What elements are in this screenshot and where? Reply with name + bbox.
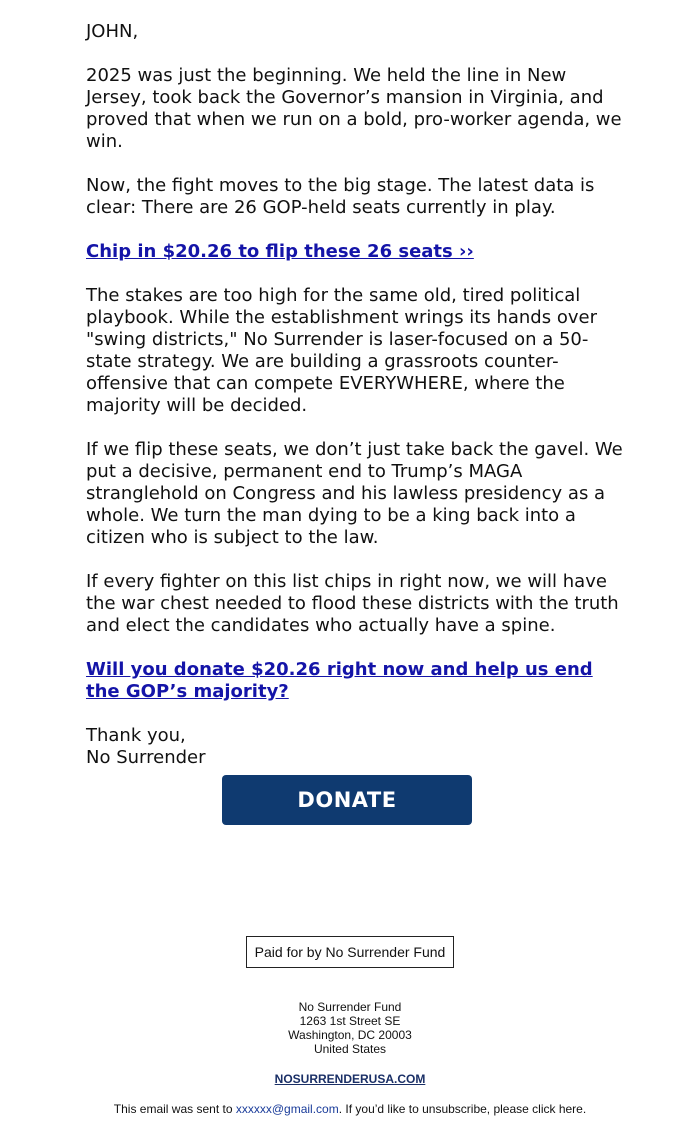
donate-link-container <box>86 659 626 703</box>
email-body <box>86 0 626 769</box>
website-link-container <box>0 1072 700 1086</box>
paid-for-text: Paid for by No Surrender Fund <box>246 936 455 968</box>
chip-in-link-container <box>86 241 626 263</box>
paragraph-intro: 2025 was just the beginning. We held the line in New Jersey, took back the Governor’s mansion in Virginia, and proved that when we run on a bold, pro-worker agenda, we win. <box>86 65 622 152</box>
unsubscribe-suffix[interactable]: . If you’d like to unsubscribe, please click here. <box>338 1102 587 1116</box>
paragraph-flip: If we flip these seats, we don’t just take back the gavel. We put a decisive, permanent end to Trump’s MAGA stranglehold on Congress and his lawless presidency as a whole. We turn the man dying to be a king back into a citizen who is subject to the law. <box>86 439 623 548</box>
website-link[interactable]: NOSURRENDERUSA.COM <box>274 1072 426 1086</box>
paragraph-stakes: The stakes are too high for the same old, tired political playbook. While the establishment wrings its hands over "swing districts," No Surrender is laser-focused on a 50-state strategy. We are building a grassroots counter-offensive that can compete EVERYWHERE, where the majority will be decided. <box>86 285 597 416</box>
donate-button[interactable]: DONATE <box>222 775 472 825</box>
signoff <box>86 725 626 769</box>
signoff-sender: No Surrender <box>86 747 206 768</box>
paid-for-disclaimer <box>0 936 700 968</box>
paragraph-fighter: If every fighter on this list chips in right now, we will have the war chest needed to flood these districts with the truth and elect the candidates who actually have a spine. <box>86 571 619 636</box>
address-city: Washington, DC 20003 <box>288 1028 412 1042</box>
unsubscribe-prefix: This email was sent to <box>113 1102 236 1116</box>
donate-button-wrapper <box>222 775 472 825</box>
mailing-address <box>0 1000 700 1056</box>
chip-in-link[interactable]: Chip in $20.26 to flip these 26 seats ›› <box>86 241 474 262</box>
address-country: United States <box>313 1042 387 1056</box>
unsubscribe-notice <box>0 1102 700 1116</box>
address-name: No Surrender Fund <box>298 1000 402 1014</box>
greeting: JOHN, <box>86 21 139 42</box>
signoff-thanks: Thank you, <box>86 725 186 746</box>
recipient-email[interactable]: xxxxxx@gmail.com <box>235 1102 339 1116</box>
donate-now-link[interactable]: Will you donate $20.26 right now and help us end the GOP’s majority? <box>86 659 593 702</box>
paragraph-seats: Now, the fight moves to the big stage. The latest data is clear: There are 26 GOP-held seats currently in play. <box>86 175 595 218</box>
address-street: 1263 1st Street SE <box>299 1014 401 1028</box>
